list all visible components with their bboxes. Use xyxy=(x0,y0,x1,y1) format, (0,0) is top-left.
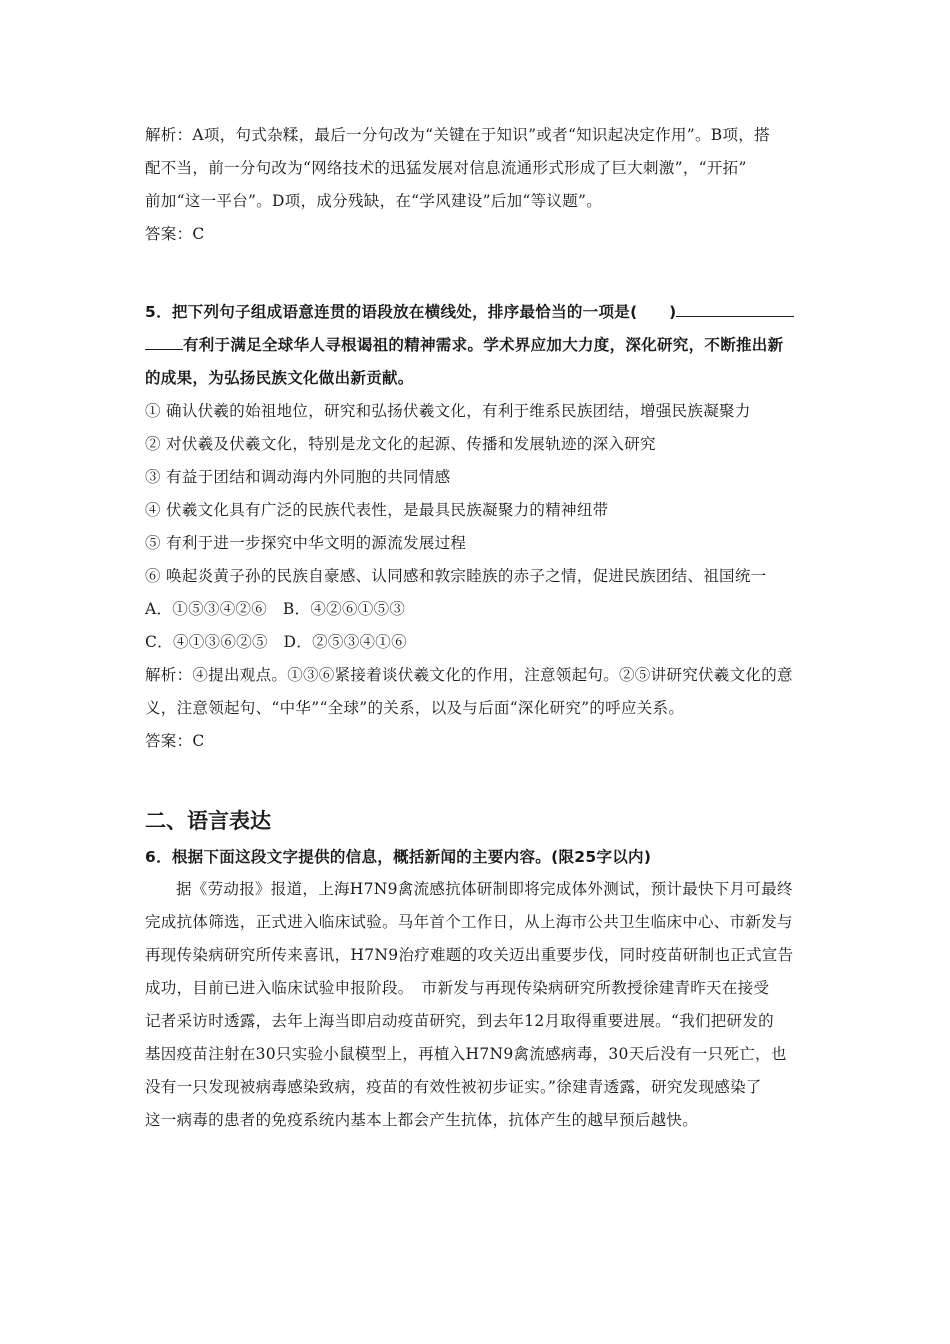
q5-answer: 答案：C xyxy=(145,732,205,750)
question-5 xyxy=(145,296,810,758)
q5-analysis-line: 义，注意领起句、“中华”“全球”的关系，以及与后面“深化研究”的呼应关系。 xyxy=(145,699,685,717)
q6-passage-line: 据《劳动报》报道，上海H7N9禽流感抗体研制即将完成体外测试，预计最快下月可最终 xyxy=(176,880,793,898)
q5-item: ① 确认伏羲的始祖地位，研究和弘扬伏羲文化，有利于维系民族团结，增强民族凝聚力 xyxy=(145,402,751,420)
q5-item: ④ 伏羲文化具有广泛的民族代表性，是最具民族凝聚力的精神纽带 xyxy=(145,501,609,519)
q4-analysis-line: 解析：A项，句式杂糅，最后一分句改为“关键在于知识”或者“知识起决定作用”。B项，搭 xyxy=(145,126,770,144)
q4-analysis-line: 配不当，前一分句改为“网络技术的迅猛发展对信息流通形式形成了巨大刺激”，“开拓” xyxy=(145,159,747,177)
q6-passage-line: 记者采访时透露，去年上海当即启动疫苗研究，到去年12月取得重要进展。“我们把研发的 xyxy=(145,1012,774,1030)
q6-passage-line: 完成抗体筛选，正式进入临床试验。马年首个工作日，从上海市公共卫生临床中心、市新发与 xyxy=(145,913,793,931)
q6-passage-line: 没有一只发现被病毒感染致病，疫苗的有效性被初步证实。”徐建青透露，研究发现感染了 xyxy=(145,1078,762,1096)
q4-analysis xyxy=(145,119,810,251)
q6-passage xyxy=(145,873,810,1137)
q5-stem-line: 的成果，为弘扬民族文化做出新贡献。 xyxy=(145,369,414,387)
q5-options: C．④①③⑥②⑤ D．②⑤③④①⑥ xyxy=(145,633,407,651)
q4-analysis-line: 前加“这一平台”。D项，成分残缺，在“学风建设”后加“等议题”。 xyxy=(145,192,603,210)
q5-stem-text: 5．把下列句子组成语意连贯的语段放在横线处，排序最恰当的一项是( ) xyxy=(145,303,677,321)
q6-passage-line: 基因疫苗注射在30只实验小鼠模型上，再植入H7N9禽流感病毒，30天后没有一只死亡，也 xyxy=(145,1045,787,1063)
q6-stem: 6．根据下面这段文字提供的信息，概括新闻的主要内容。(限25字以内) xyxy=(145,848,652,866)
q6-passage-line: 再现传染病研究所传来喜讯，H7N9治疗难题的攻关迈出重要步伐，同时疫苗研制也正式宣告 xyxy=(145,946,794,964)
section-heading xyxy=(145,805,810,838)
answer-blank xyxy=(676,300,794,317)
q5-stem-text: 有利于满足全球华人寻根谒祖的精神需求。学术界应加大力度，深化研究，不断推出新 xyxy=(183,336,784,354)
q6-passage-line: 成功，目前已进入临床试验申报阶段。 市新发与再现传染病研究所教授徐建青昨天在接受 xyxy=(145,979,770,997)
q5-item: ⑥ 唤起炎黄子孙的民族自豪感、认同感和敦宗睦族的赤子之情，促进民族团结、祖国统一 xyxy=(145,567,767,585)
q5-options: A．①⑤③④②⑥ B．④②⑥①⑤③ xyxy=(145,600,406,618)
q5-item: ② 对伏羲及伏羲文化，特别是龙文化的起源、传播和发展轨迹的深入研究 xyxy=(145,435,656,453)
q6-passage-line: 这一病毒的患者的免疫系统内基本上都会产生抗体，抗体产生的越早预后越快。 xyxy=(145,1111,699,1129)
q5-item: ③ 有益于团结和调动海内外同胞的共同情感 xyxy=(145,468,451,486)
q5-stem-line xyxy=(145,296,810,329)
q5-stem-line xyxy=(145,329,810,362)
q5-item: ⑤ 有利于进一步探究中华文明的源流发展过程 xyxy=(145,534,467,552)
q5-analysis-line: 解析：④提出观点。①③⑥紧接着谈伏羲文化的作用，注意领起句。②⑤讲研究伏羲文化的意 xyxy=(145,666,793,684)
q4-answer: 答案：C xyxy=(145,225,205,243)
question-6 xyxy=(145,843,810,1137)
answer-blank xyxy=(145,333,183,350)
section-title: 二、语言表达 xyxy=(145,809,271,833)
